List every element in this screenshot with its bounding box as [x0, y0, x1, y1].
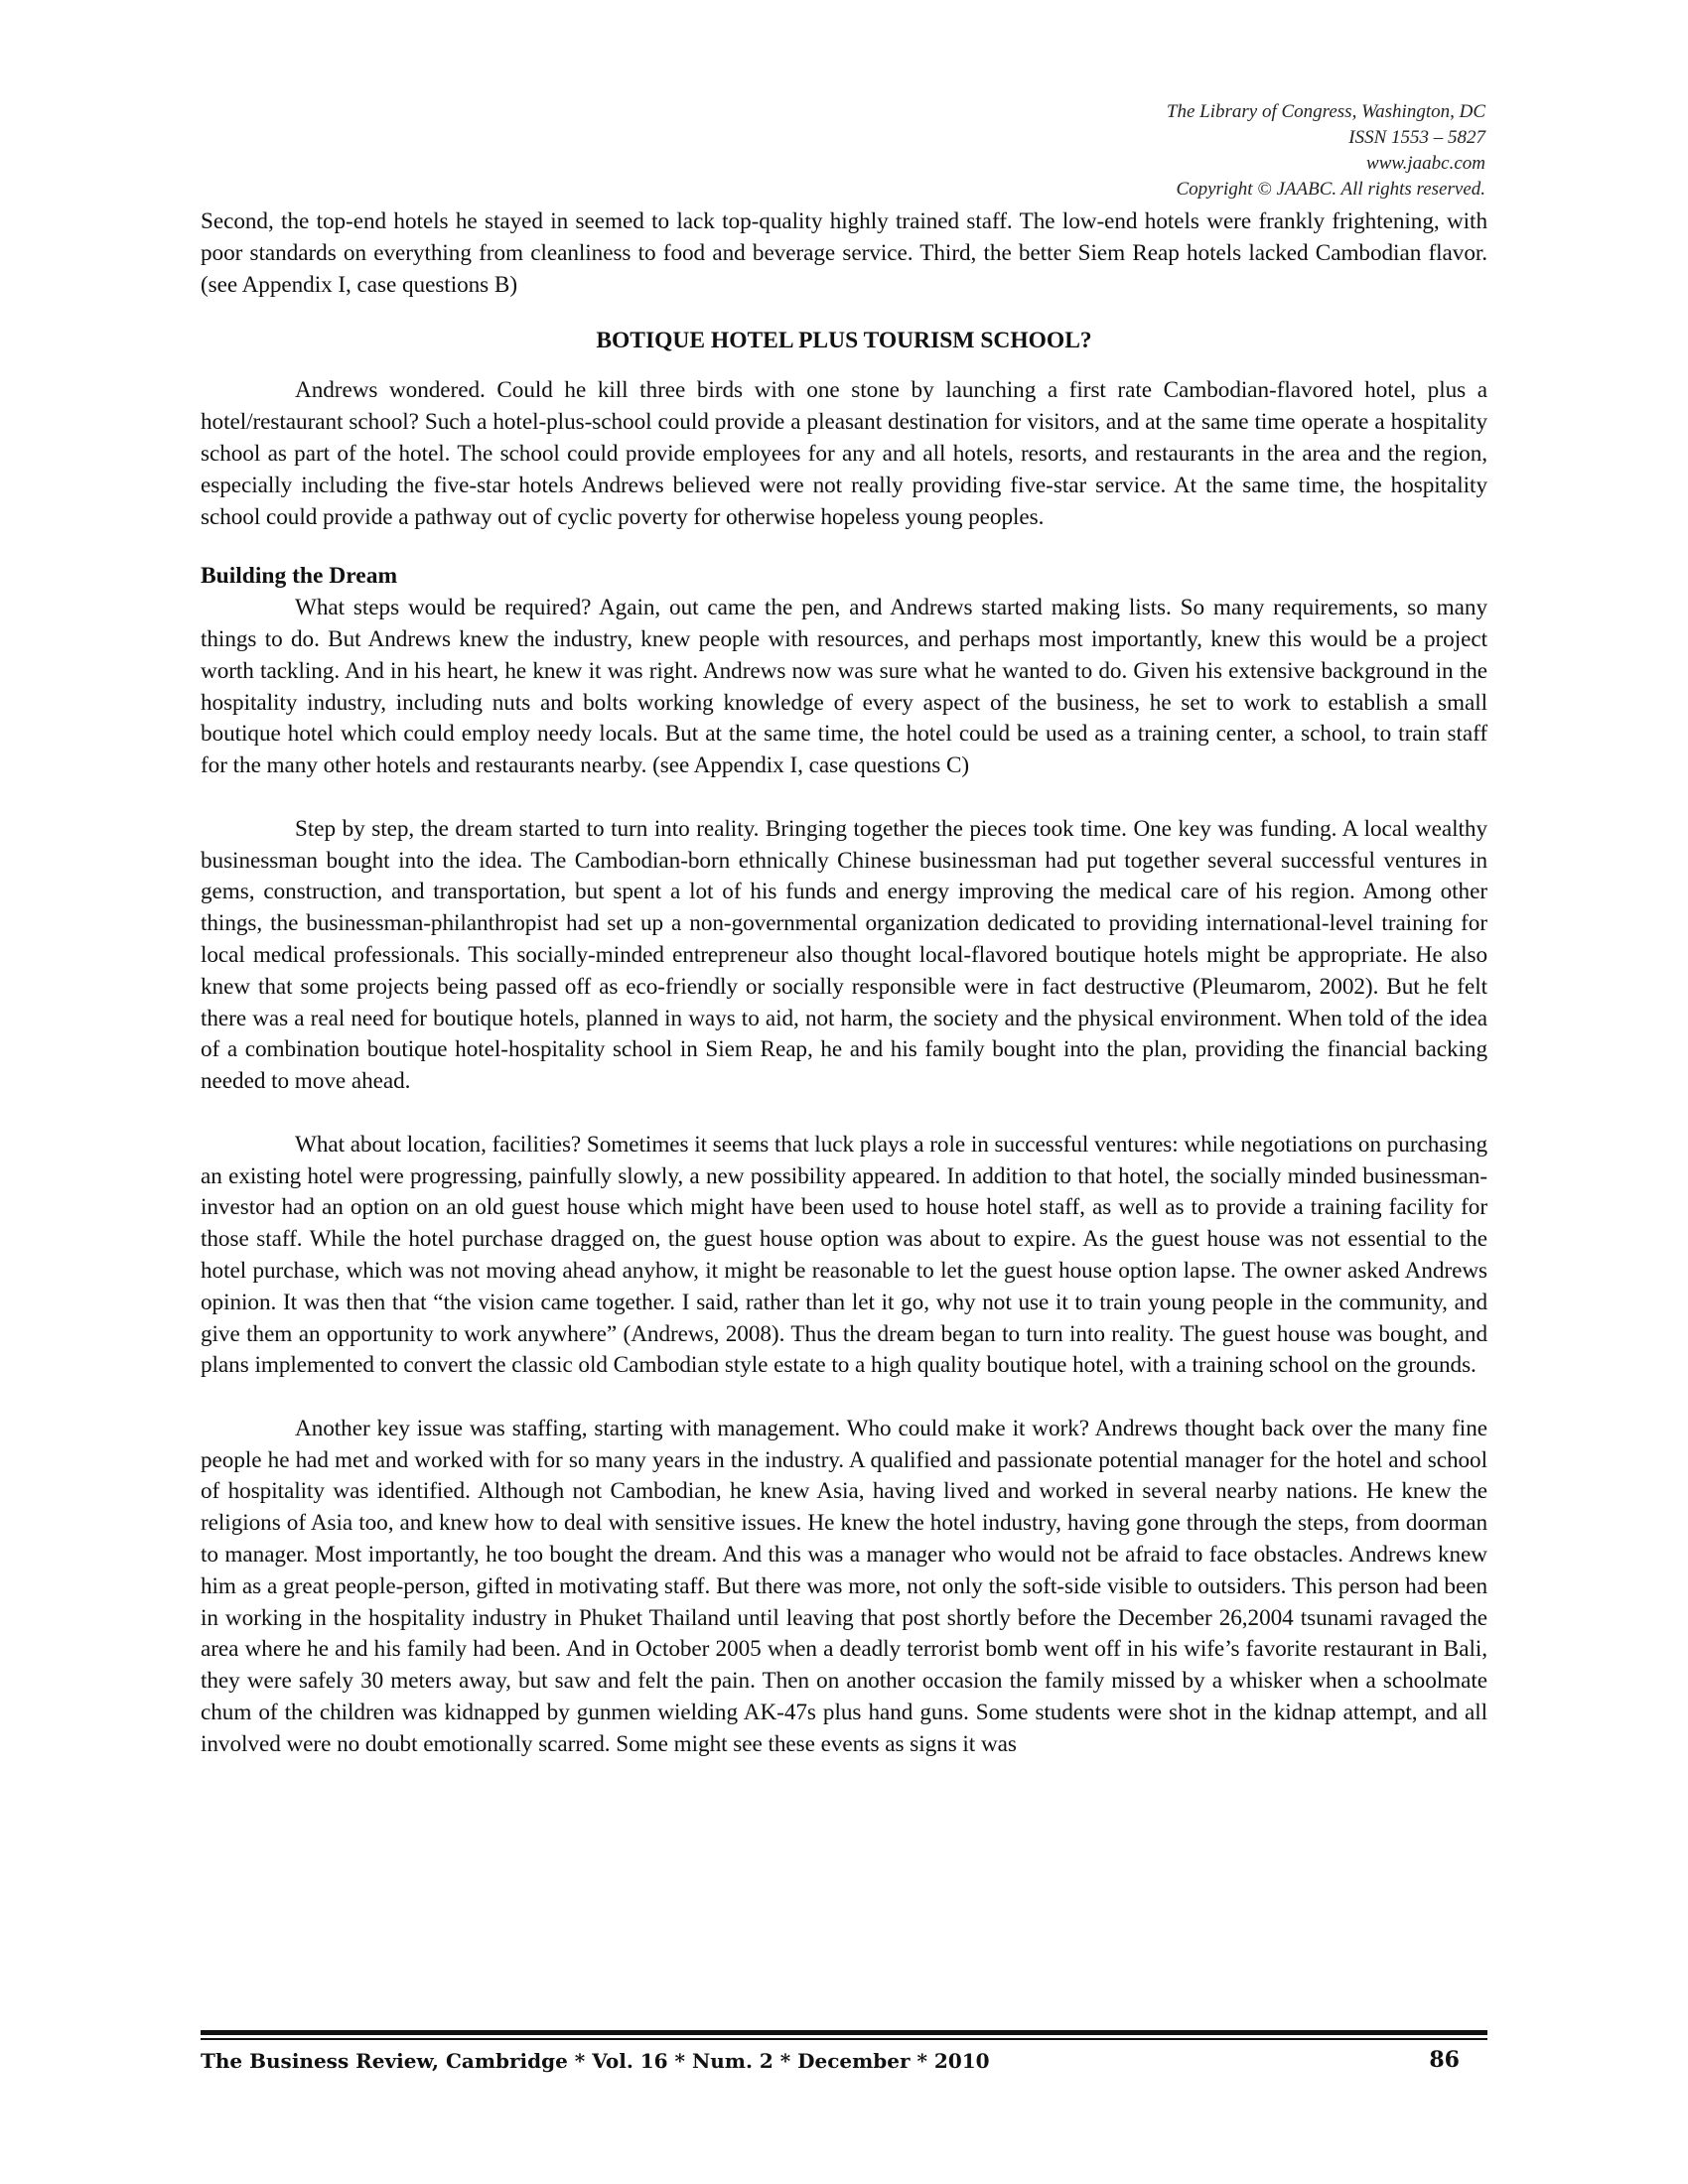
paragraph: Second, the top-end hotels he stayed in seemed to lack top-quality highly trained staff. The low-end hotels were frankly frightening, with poor standards on everything from cleanliness to food and beverage service. Third, the better Siem Reap hotels lacked Cambodian flavor. (see Appendix I, case questions B) — [201, 208, 1487, 298]
paragraph: Another key issue was staffing, starting with management. Who could make it work? Andrews thought back over the many fine people he had met and worked with for so many years in the industry. A qualified and passionate potential manager for the hotel and school of hospitality was identified. Although not Cambodian, he knew Asia, having lived and worked in several nearby nations. He knew the religions of Asia too, and knew how to deal with sensitive issues. He knew the hotel industry, having gone through the steps, from doorman to manager. Most importantly, he too bought the dream. And this was a manager who would not be afraid to face obstacles. Andrews knew him as a great people-person, gifted in motivating staff. But there was more, not only the soft-side visible to outsiders. This person had been in working in the hospitality industry in Phuket Thailand until leaving that post shortly before the December 26,2004 tsunami ravaged the area where he and his family had been. And in October 2005 when a deadly terrorist bomb went off in his wife’s favorite restaurant in Bali, they were safely 30 meters away, but saw and felt the pain. Then on another occasion the family missed by a whisker when a schoolmate chum of the children was kidnapped by gunmen wielding AK-47s plus hand guns. Some students were shot in the kidnap attempt, and all involved were no doubt emotionally scarred. Some might see these events as signs it was — [201, 1415, 1487, 1757]
section-heading: BOTIQUE HOTEL PLUS TOURISM SCHOOL? — [596, 328, 1092, 354]
paragraph: Step by step, the dream started to turn into reality. Bringing together the pieces took time. One key was funding. A local wealthy businessman bought into the idea. The Cambodian-born ethnically Chinese businessman had put together several successful ventures in gems, construction, and transportation, but spent a lot of his funds and energy improving the medical care of his region. Among other things, the businessman-philanthropist had set up a non-governmental organization dedicated to providing international-level training for local medical professionals. This socially-minded entrepreneur also thought local-flavored boutique hotels might be appropriate. He also knew that some projects being passed off as eco-friendly or socially responsible were in fact destructive (Pleumarom, 2002). But he felt there was a real need for boutique hotels, planned in ways to aid, not harm, the society and the physical environment. When told of the idea of a combination boutique hotel-hospitality school in Siem Reap, he and his family bought into the plan, providing the financial backing needed to move ahead. — [201, 815, 1487, 1095]
publication-header — [890, 99, 1485, 203]
page-number: 86 — [1429, 2047, 1460, 2073]
header-issn-line: ISSN 1553 – 5827 — [1348, 127, 1485, 148]
paragraph: Andrews wondered. Could he kill three birds with one stone by launching a first rate Cambodian-flavored hotel, plus a hotel/restaurant school? Such a hotel-plus-school could provide a pleasant destination for visitors, and at the same time operate a hospitality school as part of the hotel. The school could provide employees for any and all hotels, resorts, and restaurants in the area and the region, especially including the five-star hotels Andrews believed were not really providing five-star service. At the same time, the hospitality school could provide a pathway out of cyclic poverty for otherwise hopeless young peoples. — [201, 377, 1487, 530]
header-website-line: www.jaabc.com — [1366, 153, 1485, 174]
footer-rule-thin — [201, 2038, 1487, 2040]
footer-rule-thick — [201, 2030, 1487, 2035]
paragraph: What steps would be required? Again, out came the pen, and Andrews started making lists. So many requirements, so many things to do. But Andrews knew the industry, knew people with resources, and perhaps most importantly, knew this would be a project worth tackling. And in his heart, he knew it was right. Andrews now was sure what he wanted to do. Given his extensive background in the hospitality industry, including nuts and bolts working knowledge of every aspect of the business, he set to work to establish a small boutique hotel which could employ needy locals. But at the same time, the hotel could be used as a training center, a school, to train staff for the many other hotels and restaurants nearby. (see Appendix I, case questions C) — [201, 595, 1487, 779]
header-copyright-line: Copyright © JAABC. All rights reserved. — [1176, 179, 1485, 200]
page-footer — [201, 2045, 1487, 2079]
footer-journal-citation: The Business Review, Cambridge * Vol. 16 * Num. 2 * December * 2010 — [201, 2049, 990, 2073]
header-library-line: The Library of Congress, Washington, DC — [1166, 101, 1485, 122]
paragraph: What about location, facilities? Sometimes it seems that luck plays a role in successful ventures: while negotiations on purchasing an existing hotel were progressing, painfully slowly, a new possibility appeared. In addition to that hotel, the socially minded businessman-investor had an option on an old guest house which might have been used to house hotel staff, as well as to provide a training facility for those staff. While the hotel purchase dragged on, the guest house option was about to expire. As the guest house was not essential to the hotel purchase, which was not moving ahead anyhow, it might be reasonable to let the guest house option lapse. The owner asked Andrews opinion. It was then that “the vision came together. I said, rather than let it go, why not use it to train young people in the community, and give them an opportunity to work anywhere” (Andrews, 2008). Thus the dream began to turn into reality. The guest house was bought, and plans implemented to convert the classic old Cambodian style estate to a high quality boutique hotel, with a training school on the grounds. — [201, 1131, 1487, 1379]
article-body — [201, 206, 1487, 1761]
subsection-heading: Building the Dream — [201, 563, 398, 590]
